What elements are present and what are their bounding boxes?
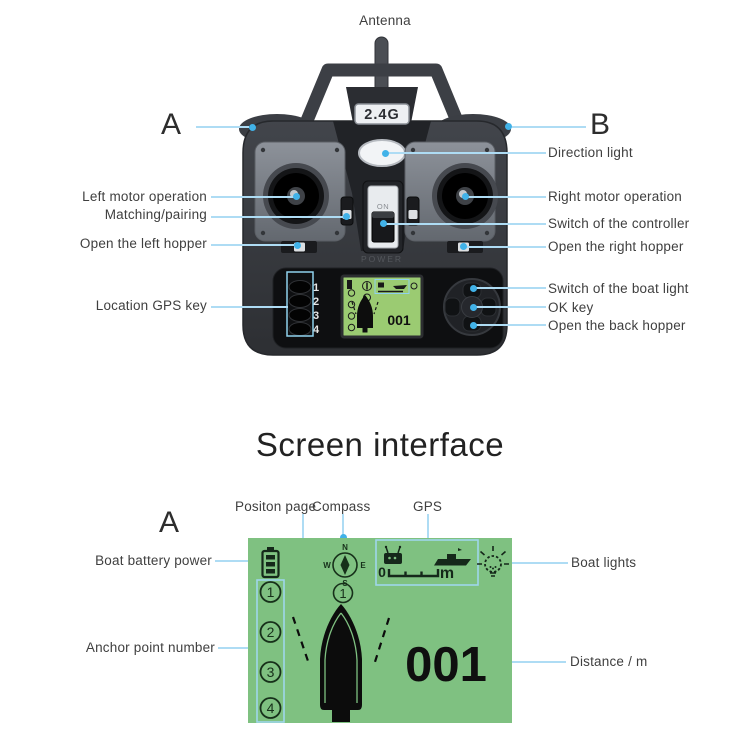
marker-a-controller: A — [161, 108, 182, 141]
svg-text:E: E — [360, 561, 366, 570]
svg-text:3: 3 — [266, 664, 275, 680]
svg-text:3: 3 — [312, 310, 320, 322]
line-back-hopper — [475, 324, 546, 326]
svg-text:2: 2 — [312, 296, 320, 308]
label-distance: Distance / m — [570, 654, 648, 669]
callout-location-gps-key: Location GPS key — [95, 298, 207, 313]
vline-gps — [427, 514, 429, 541]
line-ok-key — [475, 306, 546, 308]
svg-text:W: W — [323, 561, 331, 570]
label-gps: GPS — [413, 499, 443, 514]
callout-open-left-hopper: Open the left hopper — [79, 236, 207, 251]
line-matching — [211, 216, 346, 218]
callout-switch-boat-light: Switch of the boat light — [548, 281, 689, 296]
dot-direction-light — [382, 150, 389, 157]
callout-switch-controller: Switch of the controller — [548, 216, 690, 231]
svg-text:4: 4 — [312, 324, 320, 336]
dot-back-hopper — [470, 322, 477, 329]
line-left-motor — [211, 196, 295, 198]
vline-compass — [342, 514, 344, 536]
lcd-screen — [248, 538, 512, 723]
dot-right-hopper — [460, 243, 467, 250]
svg-text:1: 1 — [266, 584, 275, 600]
svg-text:1: 1 — [312, 282, 320, 294]
label-compass: Compass — [312, 499, 371, 514]
power-label: POWER — [360, 254, 404, 264]
dot-boat-light — [470, 285, 477, 292]
dot-marker-a — [249, 124, 256, 131]
line-marker-a — [196, 126, 249, 128]
mini-lcd-distance: 001 — [387, 312, 411, 328]
pairing-trim-switch[interactable] — [341, 197, 353, 225]
line-boat-light — [475, 287, 546, 289]
dot-ok-key — [470, 304, 477, 311]
marker-b-controller: B — [590, 108, 611, 141]
line-right-hopper — [466, 246, 546, 248]
controller-illustration — [215, 25, 535, 365]
on-label: ON — [376, 202, 390, 211]
mini-lcd — [342, 276, 422, 337]
svg-text:1: 1 — [339, 586, 347, 601]
svg-text:S: S — [342, 579, 348, 588]
line-gps-key — [211, 306, 288, 308]
right-trim-switch[interactable] — [407, 197, 419, 225]
callout-open-right-hopper: Open the right hopper — [548, 239, 684, 254]
callout-open-back-hopper: Open the back hopper — [548, 318, 686, 333]
distance-value: 001 — [405, 638, 487, 692]
line-left-hopper — [211, 244, 296, 246]
dot-switch-controller — [380, 220, 387, 227]
svg-text:N: N — [342, 543, 348, 552]
dot-right-motor — [462, 193, 469, 200]
label-position-page: Positon page — [235, 499, 317, 514]
callout-ok-key: OK key — [548, 300, 594, 315]
line-right-motor — [468, 196, 546, 198]
line-boat-lights — [511, 562, 568, 564]
callout-right-motor: Right motor operation — [548, 189, 683, 204]
label-boat-battery: Boat battery power — [95, 553, 212, 568]
label-boat-lights: Boat lights — [571, 555, 637, 570]
svg-text:4: 4 — [266, 700, 275, 716]
scale-zero: 0 — [378, 564, 386, 580]
dot-left-hopper — [294, 242, 301, 249]
power-switch[interactable] — [363, 181, 403, 253]
badge-text: 2.4G — [364, 107, 400, 123]
line-direction-light — [388, 152, 546, 154]
marker-a-screen: A — [159, 506, 180, 539]
line-switch-controller — [386, 223, 546, 225]
dot-marker-b — [505, 123, 512, 130]
dot-left-motor — [293, 193, 300, 200]
callout-left-motor: Left motor operation — [82, 189, 207, 204]
callout-direction-light: Direction light — [548, 145, 633, 160]
antenna-label: Antenna — [359, 13, 411, 28]
screen-interface-title: Screen interface — [255, 426, 505, 463]
callout-matching-pairing: Matching/pairing — [104, 207, 207, 222]
scale-unit: m — [439, 565, 455, 582]
dot-matching — [343, 213, 350, 220]
line-marker-b — [512, 126, 586, 128]
svg-text:2: 2 — [266, 624, 275, 640]
label-anchor-point: Anchor point number — [85, 640, 215, 655]
